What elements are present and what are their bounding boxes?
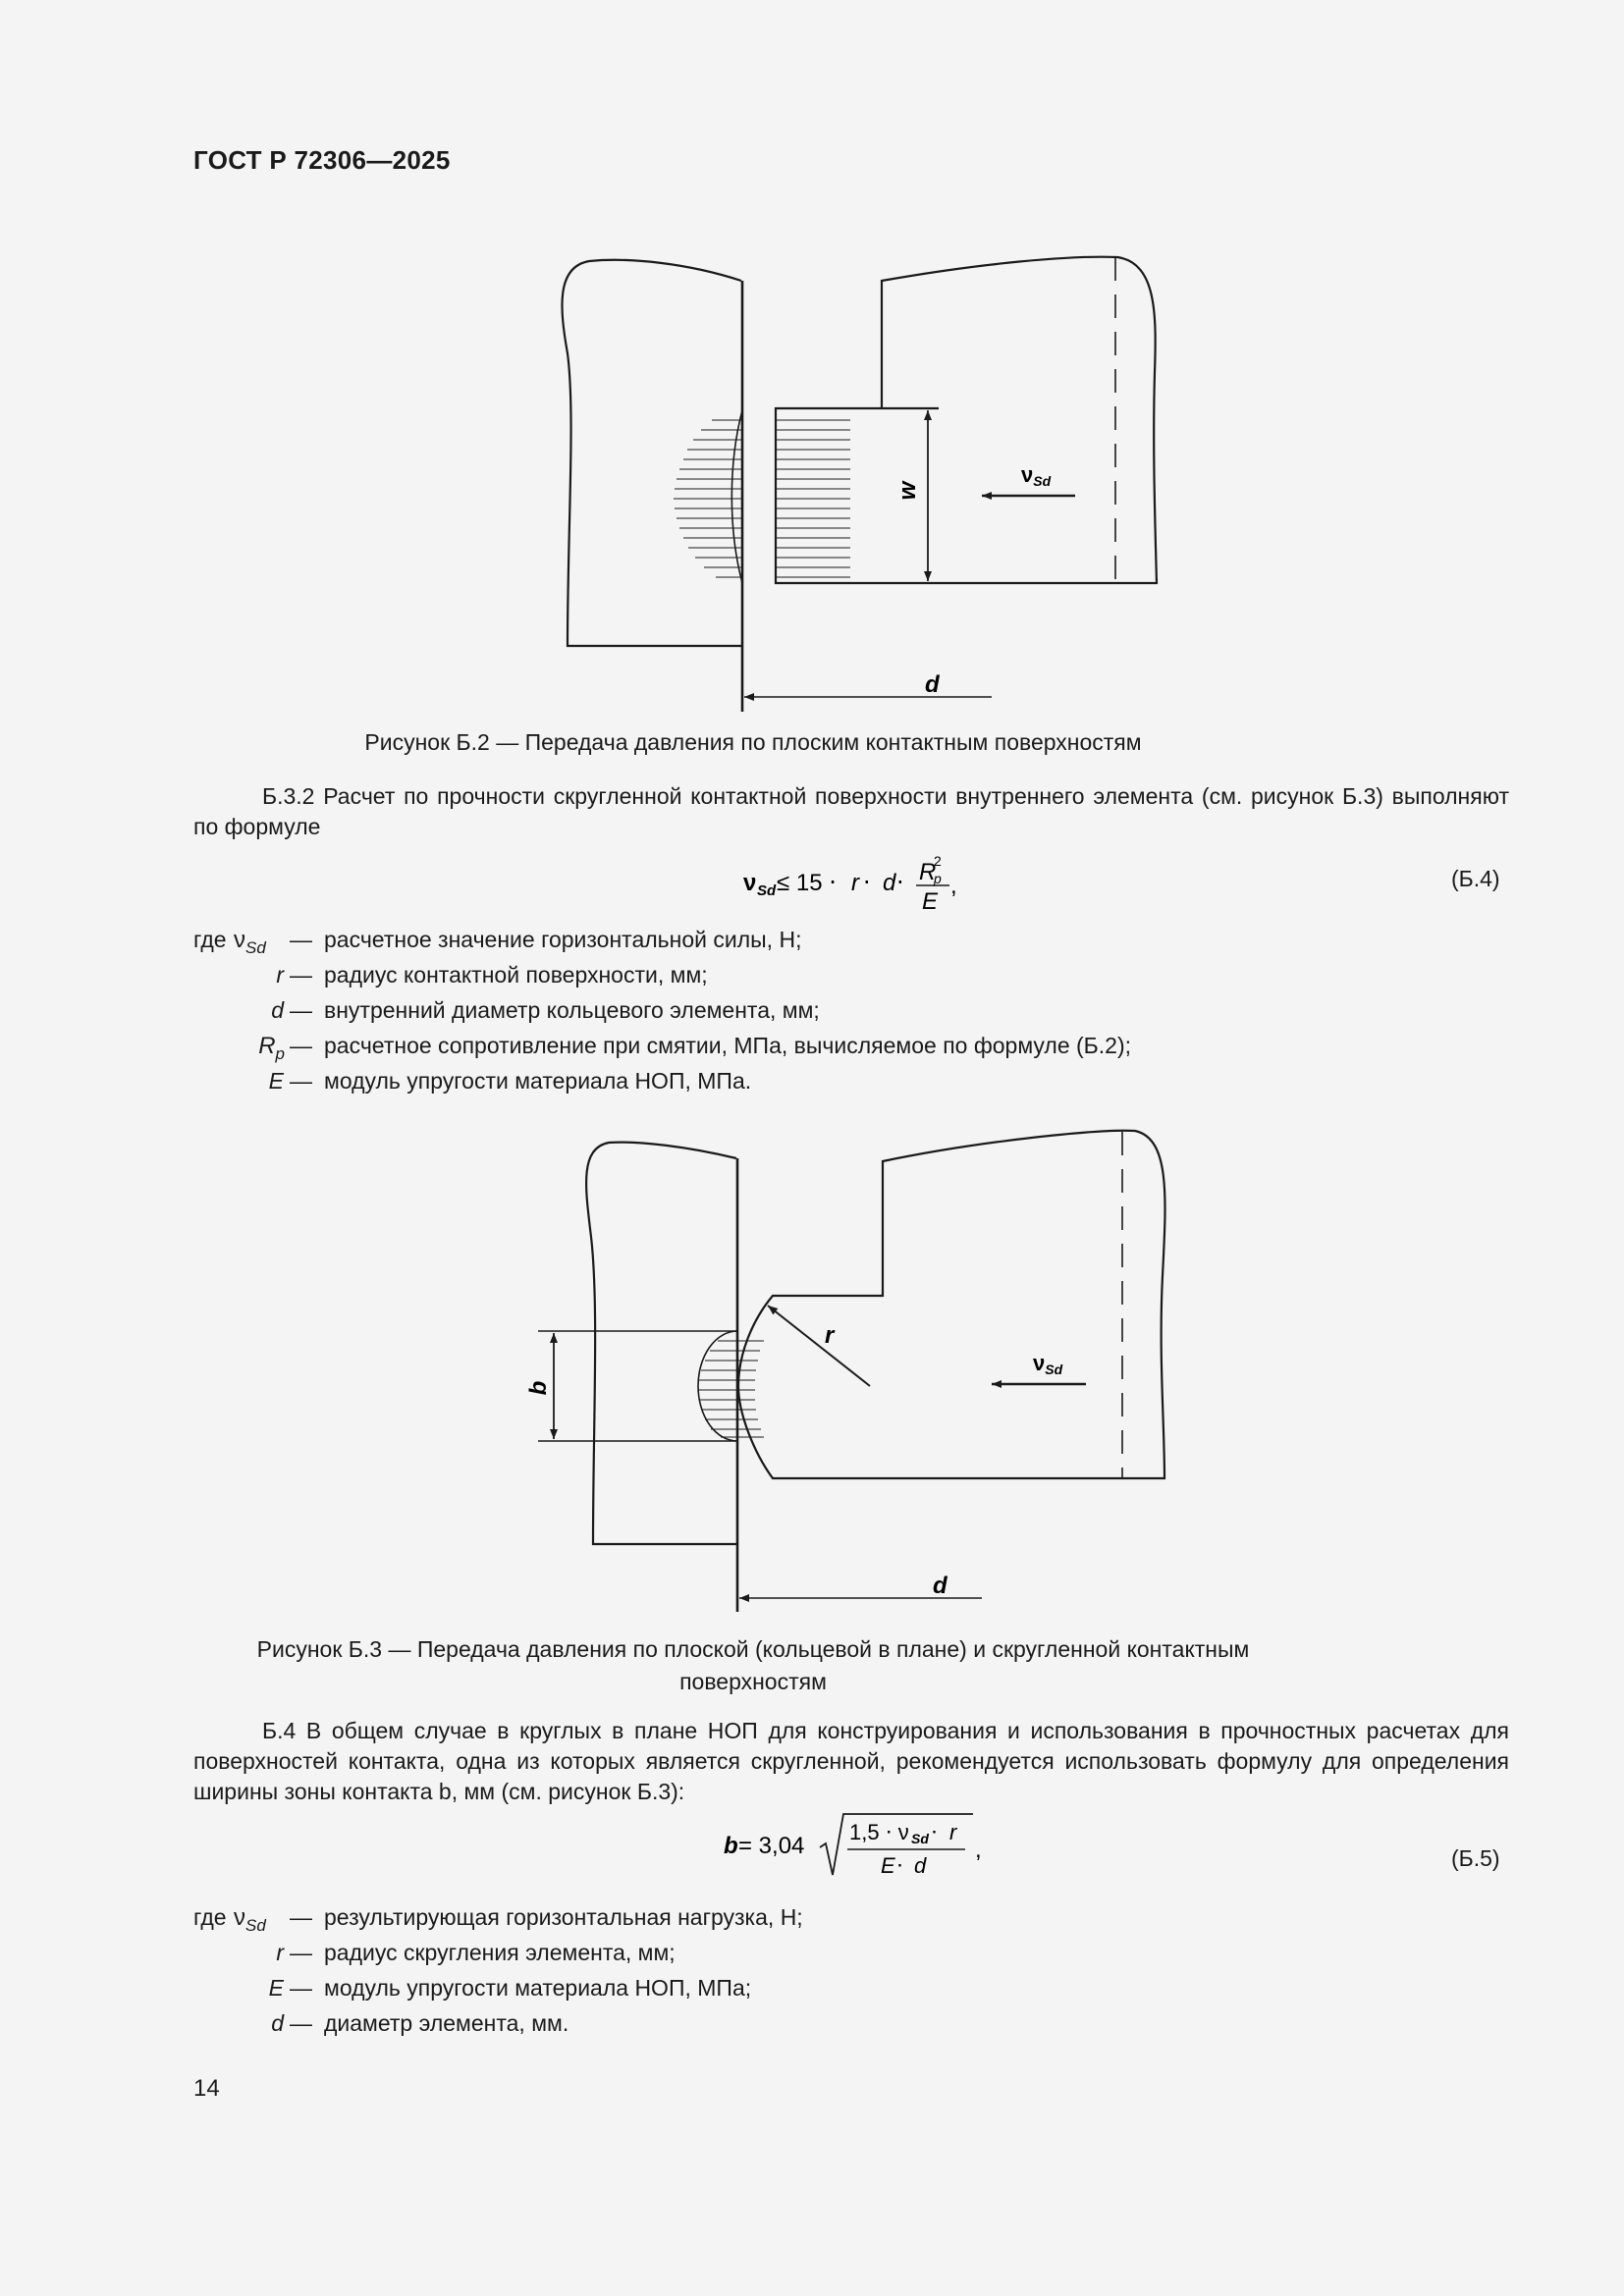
label-vsd: ν	[1021, 462, 1034, 487]
figure-b3-caption-line1: Рисунок Б.3 — Передача давления по плоской (кольцевой в плане) и скругленной контактным	[256, 1636, 1250, 1662]
svg-text:ν: ν	[743, 870, 757, 896]
def-text: внутренний диаметр кольцевого элемента, мм;	[324, 997, 820, 1023]
svg-text:≤ 15 ⋅: ≤ 15 ⋅	[777, 870, 837, 896]
def-symbol-rp	[245, 1033, 285, 1064]
def-symbol-e: E	[268, 1975, 284, 2001]
def-symbol-vsd	[234, 1904, 266, 1936]
svg-text:,: ,	[950, 873, 957, 899]
svg-text:d: d	[883, 870, 896, 896]
def-text: радиус скругления элемента, мм;	[324, 1940, 676, 1965]
def-dash: —	[290, 962, 312, 988]
def-symbol-d: d	[271, 2010, 284, 2036]
label-b: b	[525, 1380, 552, 1396]
figure-b2-drawing	[530, 245, 1178, 726]
def-symbol: R	[258, 1033, 276, 1059]
formula-b4-number: (Б.4)	[1451, 866, 1500, 891]
section-b4-text: Б.4 В общем случае в круглых в плане НОП для конструирования и использования в прочностных расчетах для поверхностей контакта, одна из которых является скругленной, рекомендуется использовать формулу для определения ширины зоны контакта b, мм (см. рисунок Б.3):	[193, 1718, 1509, 1804]
def-symbol-sub: Sd	[245, 937, 266, 957]
section-b32-text: Б.3.2 Расчет по прочности скругленной контактной поверхности внутреннего элемента (см. рисунок Б.3) выполняют по формуле	[193, 783, 1509, 839]
def-text: расчетное сопротивление при смятии, МПа, вычисляемое по формуле (Б.2);	[324, 1033, 1131, 1058]
svg-text:b: b	[724, 1833, 738, 1859]
def-text: модуль упругости материала НОП, МПа.	[324, 1068, 752, 1094]
left-element	[586, 1143, 737, 1612]
def-symbol-r: r	[276, 962, 284, 988]
svg-text:p: p	[934, 871, 942, 886]
figure-b3-caption	[193, 1633, 1313, 1698]
formula-b5	[722, 1808, 987, 1892]
dimension-d	[744, 671, 992, 698]
def-symbol-sub: Sd	[245, 1915, 266, 1935]
def-text: диаметр элемента, мм.	[324, 2010, 569, 2036]
def-symbol: ν	[234, 927, 245, 953]
def-dash: —	[290, 927, 312, 952]
label-r: r	[825, 1322, 835, 1349]
label-vsd-sub: Sd	[1045, 1362, 1063, 1377]
def-dash: —	[290, 997, 312, 1023]
def-symbol: ν	[234, 1904, 245, 1931]
def-symbol-e: E	[268, 1068, 284, 1094]
page-number: 14	[193, 2075, 220, 2102]
svg-text:E: E	[922, 888, 939, 915]
def-symbol-vsd	[234, 927, 266, 958]
svg-text:,: ,	[975, 1837, 982, 1863]
svg-text:r: r	[851, 870, 859, 896]
svg-text:d: d	[914, 1853, 927, 1878]
right-element	[738, 1131, 1165, 1478]
def-text: результирующая горизонтальная нагрузка, Н;	[324, 1904, 803, 1930]
def-symbol-sub: p	[275, 1043, 285, 1063]
svg-text:Sd: Sd	[757, 882, 777, 899]
pressure-diagram-right	[776, 420, 850, 577]
left-element	[562, 260, 742, 712]
label-d: d	[925, 671, 940, 698]
formula-b5-expression	[722, 1808, 987, 1887]
svg-text:1,5 ⋅ ν: 1,5 ⋅ ν	[849, 1820, 909, 1844]
def-dash: —	[290, 1068, 312, 1094]
svg-text:2: 2	[934, 853, 942, 869]
svg-text:νSd	[1021, 462, 1052, 489]
svg-text:νSd	[1033, 1351, 1063, 1377]
def-text: расчетное значение горизонтальной силы, Н;	[324, 927, 802, 952]
def-dash: —	[290, 1904, 312, 1930]
svg-text:E: E	[881, 1853, 895, 1878]
def-text: модуль упругости материала НОП, МПа;	[324, 1975, 752, 2001]
document-id: ГОСТ Р 72306—2025	[193, 145, 451, 175]
svg-text:R: R	[919, 859, 937, 885]
svg-text:⋅: ⋅	[896, 1853, 903, 1878]
force-arrow-vsd	[982, 462, 1075, 496]
figure-b3-caption-line2: поверхностям	[679, 1669, 827, 1694]
def-symbol-d: d	[271, 997, 284, 1023]
where-label: где	[193, 1904, 227, 1930]
figure-b2-caption: Рисунок Б.2 — Передача давления по плоским контактным поверхностям	[364, 729, 1142, 755]
dimension-d	[739, 1573, 982, 1599]
svg-text:= 3,04: = 3,04	[738, 1833, 805, 1859]
def-dash: —	[290, 1033, 312, 1058]
def-dash: —	[290, 1940, 312, 1965]
label-w: w	[894, 481, 921, 501]
def-symbol-r: r	[276, 1940, 284, 1965]
label-d: d	[933, 1573, 947, 1599]
formula-b4	[741, 846, 997, 922]
radius-r	[768, 1306, 870, 1386]
svg-text:⋅: ⋅	[896, 870, 904, 896]
def-text: радиус контактной поверхности, мм;	[324, 962, 708, 988]
dimension-w	[894, 410, 928, 581]
label-vsd: ν	[1033, 1351, 1046, 1375]
formula-b4-expression	[741, 846, 997, 915]
svg-text:⋅: ⋅	[863, 870, 871, 896]
svg-text:Sd: Sd	[911, 1831, 929, 1846]
svg-text:r: r	[949, 1820, 957, 1844]
where-label: где	[193, 927, 227, 952]
pressure-diagram-round	[698, 1331, 764, 1441]
label-vsd-sub: Sd	[1033, 473, 1052, 489]
svg-text:⋅: ⋅	[931, 1820, 938, 1844]
pressure-diagram-left	[674, 410, 742, 583]
force-arrow-vsd	[992, 1351, 1086, 1384]
dimension-b	[525, 1331, 736, 1441]
def-dash: —	[290, 1975, 312, 2001]
figure-b3-drawing	[520, 1119, 1188, 1629]
formula-b5-number: (Б.5)	[1451, 1845, 1500, 1871]
def-dash: —	[290, 2010, 312, 2036]
